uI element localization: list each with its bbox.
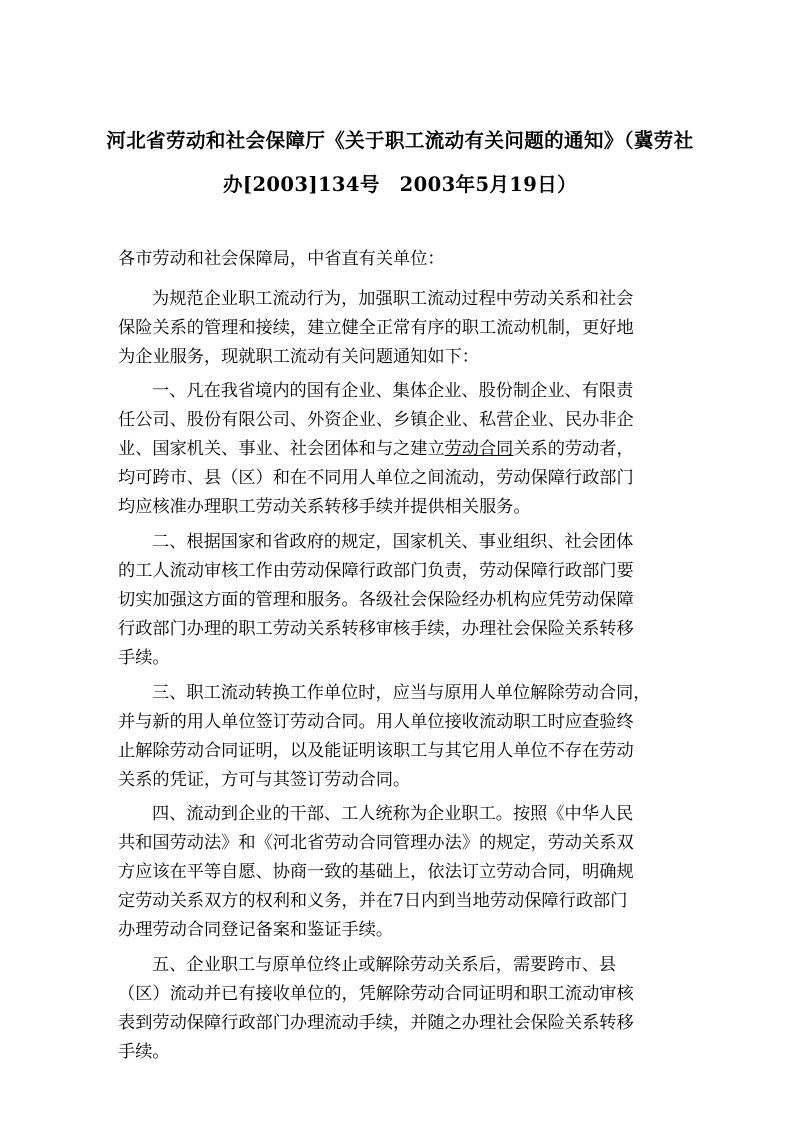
text-line: 五、企业职工与原单位终止或解除劳动关系后，需要跨市、县 xyxy=(152,955,617,975)
text-line: 并与新的用人单位签订劳动合同。用人单位接收流动职工时应查验终 xyxy=(118,712,634,732)
text-line: 为规范企业职工流动行为，加强职工流动过程中劳动关系和社会 xyxy=(152,289,634,309)
text-line: 为企业服务，现就职工流动有关问题通知如下： xyxy=(118,347,479,367)
text-line-with-underline xyxy=(118,435,678,464)
text-line: 定劳动关系双方的权利和义务，并在7日内到当地劳动保障行政部门 xyxy=(118,891,628,911)
text-line: 一、凡在我省境内的国有企业、集体企业、股份制企业、有限责 xyxy=(152,381,634,401)
text-line: （区）流动并已有接收单位的，凭解除劳动合同证明和职工流动审核 xyxy=(118,984,634,1004)
text-line: 关系的凭证，方可与其签订劳动合同。 xyxy=(118,770,411,790)
underlined-term: 劳动合同 xyxy=(444,439,514,459)
text-line: 均可跨市、县（区）和在不同用人单位之间流动，劳动保障行政部门 xyxy=(118,468,634,488)
text-line: 手续。 xyxy=(118,648,170,668)
text-line: 共和国劳动法》和《河北省劳动合同管理办法》的规定，劳动关系双 xyxy=(118,833,634,853)
text-line: 的工人流动审核工作由劳动保障行政部门负责，劳动保障行政部门要 xyxy=(118,561,634,581)
text-line: 办理劳动合同登记备案和鉴证手续。 xyxy=(118,920,394,940)
text-line: 切实加强这方面的管理和服务。各级社会保险经办机构应凭劳动保障 xyxy=(118,590,634,610)
text-line: 表到劳动保障行政部门办理流动手续，并随之办理社会保险关系转移 xyxy=(118,1013,634,1033)
text-line: 止解除劳动合同证明，以及能证明该职工与其它用人单位不存在劳动 xyxy=(118,741,634,761)
text-line: 行政部门办理的职工劳动关系转移审核手续，办理社会保险关系转移 xyxy=(118,619,634,639)
document-title-line-2: 办[2003]134号 2003年5月19日） xyxy=(222,173,578,196)
document-title-line-1: 河北省劳动和社会保障厅《关于职工流动有关问题的通知》（冀劳社 xyxy=(106,129,694,152)
text-line: 二、根据国家和省政府的规定，国家机关、事业组织、社会团体 xyxy=(152,532,634,552)
text-line: 三、职工流动转换工作单位时，应当与原用人单位解除劳动合同， xyxy=(152,683,651,703)
paragraph-item-2 xyxy=(118,528,678,673)
text-line: 保险关系的管理和接续，建立健全正常有序的职工流动机制，更好地 xyxy=(118,318,634,338)
text-line: 四、流动到企业的干部、工人统称为企业职工。按照《中华人民 xyxy=(152,804,634,824)
paragraph-item-1 xyxy=(118,377,678,522)
text-line: 方应该在平等自愿、协商一致的基础上，依法订立劳动合同，明确规 xyxy=(118,862,634,882)
text-segment: 关系的劳动者， xyxy=(513,439,634,459)
text-segment: 业、国家机关、事业、社会团体和与之建立 xyxy=(118,439,445,459)
text-line: 均应核准办理职工劳动关系转移手续并提供相关服务。 xyxy=(118,497,531,517)
salutation: 各市劳动和社会保障局，中省直有关单位： xyxy=(118,249,445,269)
paragraph-item-4 xyxy=(118,800,678,945)
paragraph-intro xyxy=(118,285,678,372)
paragraph-item-3 xyxy=(118,679,678,795)
text-line: 手续。 xyxy=(118,1042,170,1062)
paragraph-item-5 xyxy=(118,951,678,1067)
text-line: 任公司、股份有限公司、外资企业、乡镇企业、私营企业、民办非企 xyxy=(118,410,634,430)
